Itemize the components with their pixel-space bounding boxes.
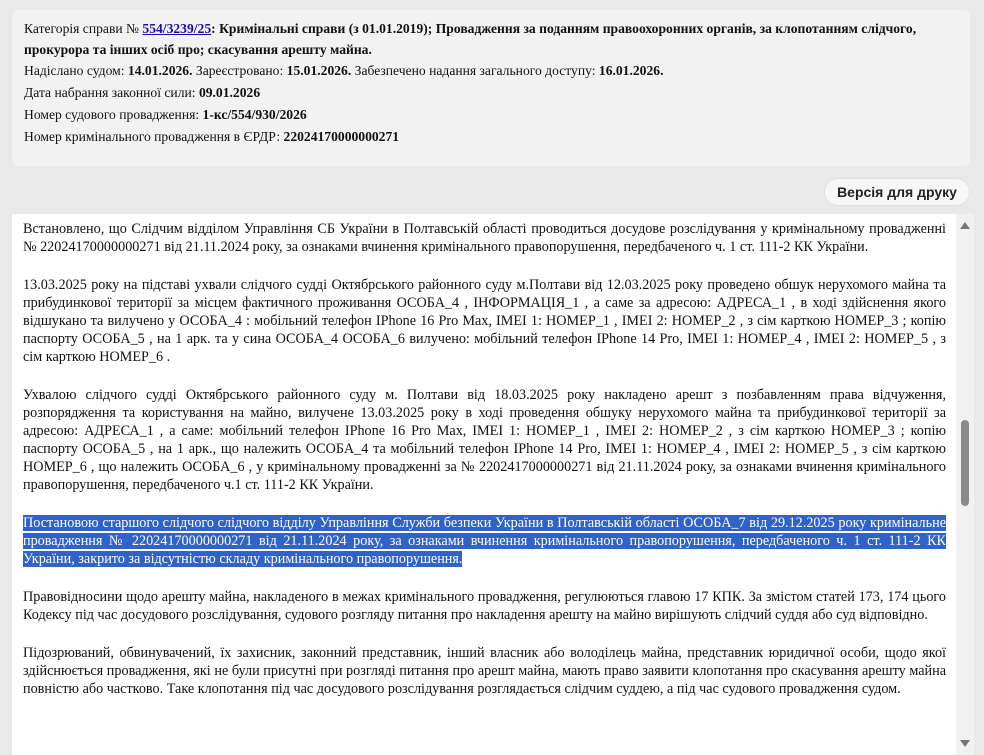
document-scrollbar[interactable] (956, 214, 974, 755)
effective-value: 09.01.2026 (198, 85, 261, 100)
court-no-value: 1-кс/554/930/2026 (202, 107, 307, 122)
doc-paragraph (23, 588, 946, 624)
doc-paragraph (23, 220, 946, 256)
erdr-label: Номер кримінального провадження в ЄРДР: (24, 129, 284, 144)
sent-label: Надіслано судом: (24, 63, 128, 78)
selected-text[interactable]: Постановою старшого слідчого слідчого відділу Управління Служби безпеки України в Полтавській області ОСОБА_7 від 29.12.2025 року кримінальне провадження № 22024170000000271 від 21.11.2024 року, за ознаками вчинення кримінального правопорушення, передбаченого ч. 1 ст. 111-2 КК України, закрито за відсутністю складу кримінального правопорушення. (23, 515, 946, 567)
paragraph-text: Правовідносини щодо арешту майна, накладеного в межах кримінального провадження, регулюються главою 17 КПК. За змістом статей 173, 174 цього Кодексу під час досудового розслідування, судового розгляду питання про накладення арешту на майно вирішують слідчий суддя або суд відповідно. (23, 589, 946, 623)
print-toolbar (0, 168, 984, 214)
effective-date-row (24, 82, 958, 104)
scroll-up-icon[interactable] (960, 222, 970, 229)
scroll-down-icon[interactable] (960, 740, 970, 747)
doc-paragraph-selected (23, 514, 946, 568)
court-no-label: Номер судового провадження: (24, 107, 203, 122)
court-number-row (24, 104, 958, 126)
dates-row (24, 60, 958, 82)
registered-label: Зареєстровано: (192, 63, 287, 78)
category-label: Категорія справи № (24, 21, 143, 36)
access-label: Забезпечено надання загального доступу: (351, 63, 599, 78)
erdr-row (24, 126, 958, 148)
doc-paragraph (23, 386, 946, 494)
print-version-button[interactable]: Версія для друку (824, 178, 970, 206)
paragraph-text: Встановлено, що Слідчим відділом Управління СБ України в Полтавській області проводиться досудове розслідування у кримінальному провадженні № 22024170000000271 від 21.11.2024 року, за ознаками вчинення кримінального правопорушення, передбаченого ч. 1 ст. 111-2 КК України. (23, 221, 946, 255)
effective-label: Дата набрання законної сили: (24, 85, 199, 100)
doc-paragraph (23, 276, 946, 366)
paragraph-text: 13.03.2025 року на підставі ухвали слідчого судді Октябрського районного суду м.Полтави від 12.03.2025 року проведено обшук нерухомого майна та прибудинкової території за місцем фактичного проживання ОСОБА_4 , ІНФОРМАЦІЯ_1 , а саме за адресою: АДРЕСА_1 , в ході здійснення якого відшукано та вилучено у ОСОБА_4 : мобільний телефон IPhone 16 Pro Max, IMEI 1: НОМЕР_1 , IMEI 2: НОМЕР_2 , з сім карткою НОМЕР_3 ; копію паспорту ОСОБА_5 , на 1 арк. та у сина ОСОБА_4 ОСОБА_6 вилучено: мобільний телефон IPhone 14 Pro, IMEI 1: НОМЕР_4 , IMEI 2: НОМЕР_5 , з сім карткою НОМЕР_6 . (23, 277, 946, 365)
sent-value: 14.01.2026. (127, 63, 193, 78)
doc-paragraph (23, 644, 946, 698)
registered-value: 15.01.2026. (286, 63, 352, 78)
category-text: : Кримінальні справи (з 01.01.2019); Провадження за поданням правоохоронних органів, за клопотанням слідчого, прокурора та інших осіб про; скасування арешту майна. (24, 21, 917, 57)
paragraph-text: Ухвалою слідчого судді Октябрського районного суду м. Полтави від 18.03.2025 року накладено арешт з позбавленням права відчуження, розпорядження та користування на майно, вилучене 13.03.2025 року в ході проведення обшуку нерухомого майна та прибудинкової території за адресою: АДРЕСА_1 , а саме: мобільний телефон IPhone 16 Pro Max, IMEI 1: НОМЕР_1 , IMEI 2: НОМЕР_2 , з сім карткою НОМЕР_3 ; копію паспорту ОСОБА_5 , на 1 арк., що належить ОСОБА_4 та мобільний телефон IPhone 14 Pro, IMEI 1: НОМЕР_4 , IMEI 2: НОМЕР_5 , з сім карткою НОМЕР_6 , що належить ОСОБА_6 , у кримінальному провадженні за № 2202417000000271 від 21.11.2024 року, за ознаками вчинення кримінального правопорушення, передбаченого ч.1 ст. 111-2 КК України. (23, 387, 946, 493)
paragraph-text: Підозрюваний, обвинувачений, їх захисник, законний представник, інший власник або володілець майна, представник юридичної особи, щодо якої здійснюється провадження, які не були присутні при розгляді питання про арешт майна, мають право заявити клопотання про скасування арешту майна повністю або частково. Таке клопотання під час досудового розслідування розглядається слідчим суддею, а під час судового провадження судом. (23, 645, 946, 697)
scroll-thumb[interactable] (961, 420, 969, 506)
document-frame (12, 214, 974, 755)
case-category-row (24, 18, 958, 60)
case-info-panel (12, 10, 970, 166)
document-body (23, 220, 946, 718)
access-value: 16.01.2026. (598, 63, 664, 78)
case-number-link[interactable]: 554/3239/25 (142, 21, 212, 36)
erdr-value: 22024170000000271 (283, 129, 400, 144)
